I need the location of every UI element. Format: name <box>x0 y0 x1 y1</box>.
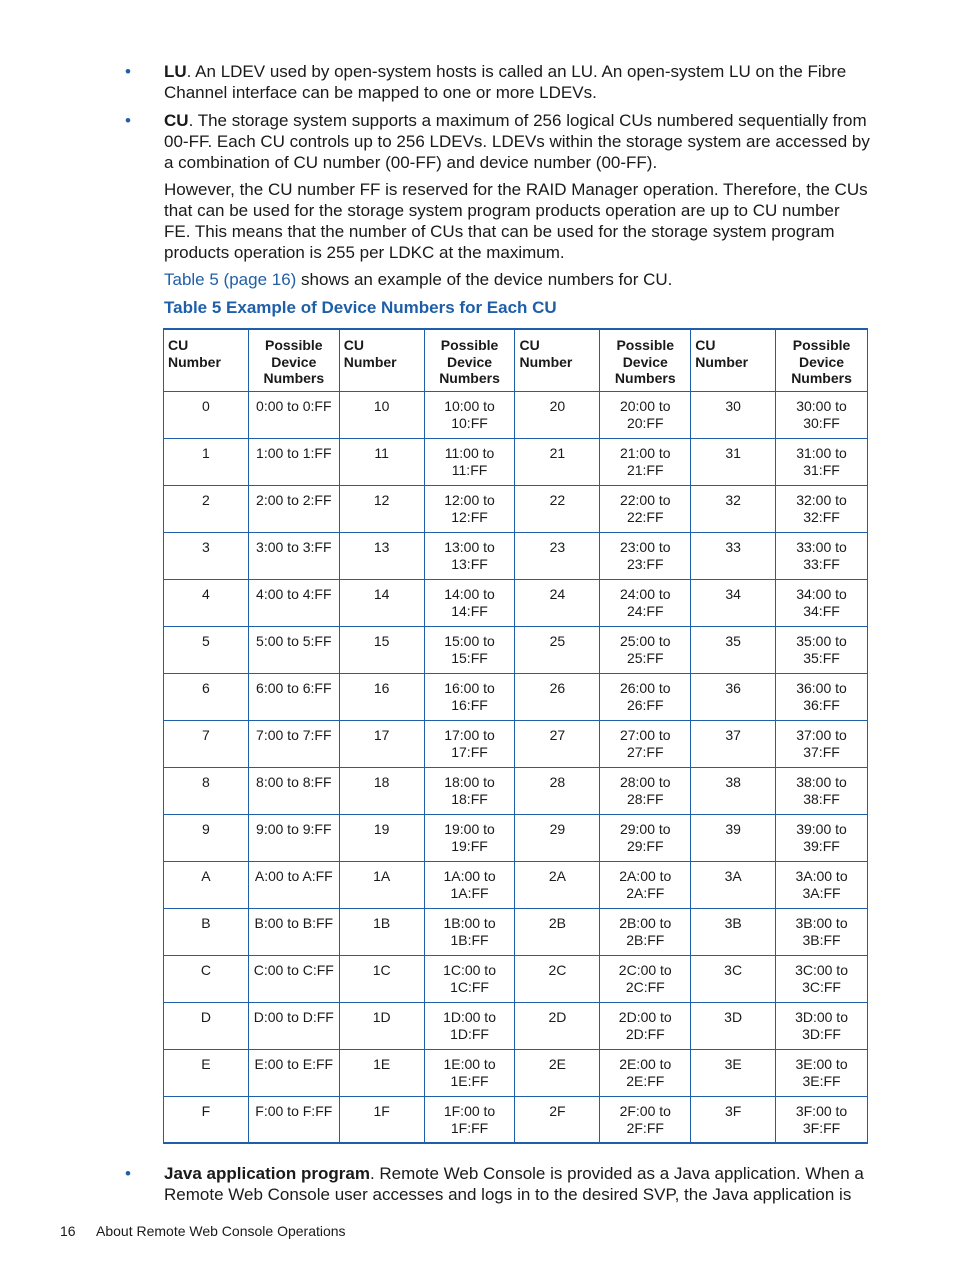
cell-device-numbers: 2D:00 to 2D:FF <box>600 1002 691 1049</box>
cell-cu-number: 1A <box>339 861 424 908</box>
cell-cu-number: 22 <box>515 485 600 532</box>
paragraph-table-reference <box>164 269 870 290</box>
table-row <box>164 1049 868 1096</box>
cell-device-numbers: 2E:00 to 2E:FF <box>600 1049 691 1096</box>
cell-device-numbers: 5:00 to 5:FF <box>248 626 339 673</box>
cell-device-numbers: 1:00 to 1:FF <box>248 438 339 485</box>
cell-cu-number: 3E <box>691 1049 776 1096</box>
cell-device-numbers: 1E:00 to 1E:FF <box>424 1049 515 1096</box>
cell-cu-number: 2 <box>164 485 249 532</box>
table-body <box>164 391 868 1143</box>
cell-cu-number: 39 <box>691 814 776 861</box>
table-row <box>164 1096 868 1143</box>
bullet-term: Java application program <box>164 1164 370 1183</box>
cell-device-numbers: 2A:00 to 2A:FF <box>600 861 691 908</box>
table-row <box>164 485 868 532</box>
cell-cu-number: 21 <box>515 438 600 485</box>
header-device-numbers: Possible Device Numbers <box>776 329 868 391</box>
cell-device-numbers: 27:00 to 27:FF <box>600 720 691 767</box>
table-row <box>164 908 868 955</box>
cell-device-numbers: 1C:00 to 1C:FF <box>424 955 515 1002</box>
cell-cu-number: 17 <box>339 720 424 767</box>
cell-device-numbers: 13:00 to 13:FF <box>424 532 515 579</box>
cell-cu-number: 37 <box>691 720 776 767</box>
cell-cu-number: 20 <box>515 391 600 438</box>
cell-cu-number: 36 <box>691 673 776 720</box>
cell-cu-number: 3 <box>164 532 249 579</box>
cell-device-numbers: 15:00 to 15:FF <box>424 626 515 673</box>
bullet-java <box>125 1163 870 1205</box>
cell-cu-number: 2B <box>515 908 600 955</box>
cell-cu-number: 33 <box>691 532 776 579</box>
cell-cu-number: 6 <box>164 673 249 720</box>
cell-device-numbers: 8:00 to 8:FF <box>248 767 339 814</box>
cell-device-numbers: 3:00 to 3:FF <box>248 532 339 579</box>
cell-device-numbers: 3D:00 to 3D:FF <box>776 1002 868 1049</box>
cell-cu-number: 3A <box>691 861 776 908</box>
cell-cu-number: B <box>164 908 249 955</box>
cell-cu-number: C <box>164 955 249 1002</box>
bullet-body: . An LDEV used by open-system hosts is called an LU. An open-system LU on the Fibre Channel interface can be mapped to one or more LDEVs. <box>164 62 847 102</box>
header-cu-number: CU Number <box>515 329 600 391</box>
cell-cu-number: 1D <box>339 1002 424 1049</box>
cell-device-numbers: 20:00 to 20:FF <box>600 391 691 438</box>
cell-cu-number: 1B <box>339 908 424 955</box>
bullet-body: . The storage system supports a maximum of 256 logical CUs numbered sequentially from 00-FF. Each CU controls up to 256 LDEVs. LDEVs within the storage system are accessed by a combination of CU number (00-FF) and device number (00-FF). <box>164 111 870 172</box>
bullet-java-text <box>164 1163 870 1205</box>
footer-section-title: About Remote Web Console Operations <box>96 1223 346 1239</box>
bullet-lu <box>125 61 870 103</box>
paragraph-reserved-cu: However, the CU number FF is reserved for the RAID Manager operation. Therefore, the CUs that can be used for the storage system program products operation are up to CU number FE. This means that the number of CUs that can be used for the storage system program products operation is 255 per LDKC at the maximum. <box>164 180 868 262</box>
cell-device-numbers: 23:00 to 23:FF <box>600 532 691 579</box>
cell-device-numbers: D:00 to D:FF <box>248 1002 339 1049</box>
cell-device-numbers: 28:00 to 28:FF <box>600 767 691 814</box>
cell-device-numbers: 2:00 to 2:FF <box>248 485 339 532</box>
table-row <box>164 720 868 767</box>
cell-cu-number: 19 <box>339 814 424 861</box>
cell-device-numbers: B:00 to B:FF <box>248 908 339 955</box>
table-reference-text: shows an example of the device numbers for CU. <box>296 270 673 289</box>
table-row <box>164 579 868 626</box>
cell-cu-number: 28 <box>515 767 600 814</box>
cell-cu-number: 31 <box>691 438 776 485</box>
bullet-body: . Remote Web Console is provided as a Java application. When a Remote Web Console user accesses and logs in to the desired SVP, the Java application is <box>164 1164 864 1204</box>
table-row <box>164 391 868 438</box>
cell-device-numbers: 7:00 to 7:FF <box>248 720 339 767</box>
cell-device-numbers: 3A:00 to 3A:FF <box>776 861 868 908</box>
table-row <box>164 532 868 579</box>
bullet-lu-text <box>164 61 870 103</box>
cell-device-numbers: 1B:00 to 1B:FF <box>424 908 515 955</box>
cell-cu-number: 0 <box>164 391 249 438</box>
bullet-cu <box>125 110 870 173</box>
table-row <box>164 767 868 814</box>
cell-device-numbers: 1A:00 to 1A:FF <box>424 861 515 908</box>
cell-device-numbers: 17:00 to 17:FF <box>424 720 515 767</box>
cell-cu-number: 3C <box>691 955 776 1002</box>
cell-device-numbers: C:00 to C:FF <box>248 955 339 1002</box>
header-device-numbers: Possible Device Numbers <box>424 329 515 391</box>
cell-cu-number: 7 <box>164 720 249 767</box>
cell-cu-number: 1 <box>164 438 249 485</box>
cell-cu-number: 23 <box>515 532 600 579</box>
cell-device-numbers: A:00 to A:FF <box>248 861 339 908</box>
table-caption: Table 5 Example of Device Numbers for Each CU <box>164 298 557 317</box>
cell-device-numbers: 3B:00 to 3B:FF <box>776 908 868 955</box>
cell-cu-number: 38 <box>691 767 776 814</box>
header-cu-number: CU Number <box>164 329 249 391</box>
cell-device-numbers: 18:00 to 18:FF <box>424 767 515 814</box>
cell-device-numbers: 3F:00 to 3F:FF <box>776 1096 868 1143</box>
page-number: 16 <box>60 1223 76 1239</box>
table-row <box>164 626 868 673</box>
cell-device-numbers: 38:00 to 38:FF <box>776 767 868 814</box>
cell-cu-number: 2E <box>515 1049 600 1096</box>
cell-device-numbers: E:00 to E:FF <box>248 1049 339 1096</box>
header-cu-number: CU Number <box>339 329 424 391</box>
cell-device-numbers: 2F:00 to 2F:FF <box>600 1096 691 1143</box>
cell-cu-number: 29 <box>515 814 600 861</box>
cell-device-numbers: 30:00 to 30:FF <box>776 391 868 438</box>
cell-cu-number: A <box>164 861 249 908</box>
page-footer <box>60 1223 346 1239</box>
cell-device-numbers: 2B:00 to 2B:FF <box>600 908 691 955</box>
cell-cu-number: 16 <box>339 673 424 720</box>
cell-cu-number: 1F <box>339 1096 424 1143</box>
cell-device-numbers: 29:00 to 29:FF <box>600 814 691 861</box>
cell-device-numbers: 16:00 to 16:FF <box>424 673 515 720</box>
cell-device-numbers: 12:00 to 12:FF <box>424 485 515 532</box>
table-header-row <box>164 329 868 391</box>
cell-device-numbers: 3C:00 to 3C:FF <box>776 955 868 1002</box>
cell-device-numbers: 3E:00 to 3E:FF <box>776 1049 868 1096</box>
cell-device-numbers: 21:00 to 21:FF <box>600 438 691 485</box>
cell-cu-number: 3D <box>691 1002 776 1049</box>
cu-device-table <box>163 328 868 1144</box>
cell-cu-number: 26 <box>515 673 600 720</box>
cell-cu-number: 1C <box>339 955 424 1002</box>
cell-device-numbers: 39:00 to 39:FF <box>776 814 868 861</box>
cell-cu-number: 25 <box>515 626 600 673</box>
cell-cu-number: 34 <box>691 579 776 626</box>
cell-device-numbers: 1F:00 to 1F:FF <box>424 1096 515 1143</box>
cell-cu-number: 24 <box>515 579 600 626</box>
cell-cu-number: 2A <box>515 861 600 908</box>
cell-cu-number: F <box>164 1096 249 1143</box>
cell-device-numbers: 26:00 to 26:FF <box>600 673 691 720</box>
cell-cu-number: 5 <box>164 626 249 673</box>
cell-cu-number: 10 <box>339 391 424 438</box>
cell-device-numbers: 2C:00 to 2C:FF <box>600 955 691 1002</box>
cell-cu-number: 4 <box>164 579 249 626</box>
cell-cu-number: 12 <box>339 485 424 532</box>
cell-device-numbers: 11:00 to 11:FF <box>424 438 515 485</box>
cell-device-numbers: F:00 to F:FF <box>248 1096 339 1143</box>
cell-cu-number: 2F <box>515 1096 600 1143</box>
cell-cu-number: 2C <box>515 955 600 1002</box>
cell-device-numbers: 19:00 to 19:FF <box>424 814 515 861</box>
header-device-numbers: Possible Device Numbers <box>248 329 339 391</box>
bullet-dot: • <box>125 111 131 130</box>
cell-device-numbers: 36:00 to 36:FF <box>776 673 868 720</box>
cell-device-numbers: 22:00 to 22:FF <box>600 485 691 532</box>
cell-device-numbers: 35:00 to 35:FF <box>776 626 868 673</box>
cell-device-numbers: 34:00 to 34:FF <box>776 579 868 626</box>
table-row <box>164 955 868 1002</box>
bullet-term: LU <box>164 62 187 81</box>
cell-cu-number: 2D <box>515 1002 600 1049</box>
table-row <box>164 438 868 485</box>
cell-device-numbers: 31:00 to 31:FF <box>776 438 868 485</box>
cell-device-numbers: 33:00 to 33:FF <box>776 532 868 579</box>
cell-cu-number: 14 <box>339 579 424 626</box>
cell-device-numbers: 32:00 to 32:FF <box>776 485 868 532</box>
cell-device-numbers: 37:00 to 37:FF <box>776 720 868 767</box>
table-row <box>164 673 868 720</box>
cell-device-numbers: 4:00 to 4:FF <box>248 579 339 626</box>
cell-cu-number: 30 <box>691 391 776 438</box>
cell-cu-number: D <box>164 1002 249 1049</box>
bullet-dot: • <box>125 1164 131 1183</box>
table-row <box>164 814 868 861</box>
cell-device-numbers: 0:00 to 0:FF <box>248 391 339 438</box>
table-row <box>164 1002 868 1049</box>
bullet-dot: • <box>125 62 131 81</box>
cell-cu-number: 32 <box>691 485 776 532</box>
cell-device-numbers: 14:00 to 14:FF <box>424 579 515 626</box>
cell-cu-number: 11 <box>339 438 424 485</box>
header-cu-number: CU Number <box>691 329 776 391</box>
header-device-numbers: Possible Device Numbers <box>600 329 691 391</box>
cell-device-numbers: 9:00 to 9:FF <box>248 814 339 861</box>
cell-cu-number: 35 <box>691 626 776 673</box>
cell-cu-number: 3B <box>691 908 776 955</box>
cell-device-numbers: 25:00 to 25:FF <box>600 626 691 673</box>
cell-cu-number: 1E <box>339 1049 424 1096</box>
cell-cu-number: 18 <box>339 767 424 814</box>
cell-cu-number: 8 <box>164 767 249 814</box>
table-row <box>164 861 868 908</box>
cell-device-numbers: 1D:00 to 1D:FF <box>424 1002 515 1049</box>
bullet-term: CU <box>164 111 189 130</box>
table-reference-link[interactable]: Table 5 (page 16) <box>164 270 297 289</box>
cell-cu-number: 27 <box>515 720 600 767</box>
cell-cu-number: 9 <box>164 814 249 861</box>
cell-cu-number: 3F <box>691 1096 776 1143</box>
cell-device-numbers: 24:00 to 24:FF <box>600 579 691 626</box>
cell-cu-number: 15 <box>339 626 424 673</box>
bullet-cu-text <box>164 110 870 173</box>
cell-device-numbers: 6:00 to 6:FF <box>248 673 339 720</box>
cell-cu-number: 13 <box>339 532 424 579</box>
cell-device-numbers: 10:00 to 10:FF <box>424 391 515 438</box>
cell-cu-number: E <box>164 1049 249 1096</box>
